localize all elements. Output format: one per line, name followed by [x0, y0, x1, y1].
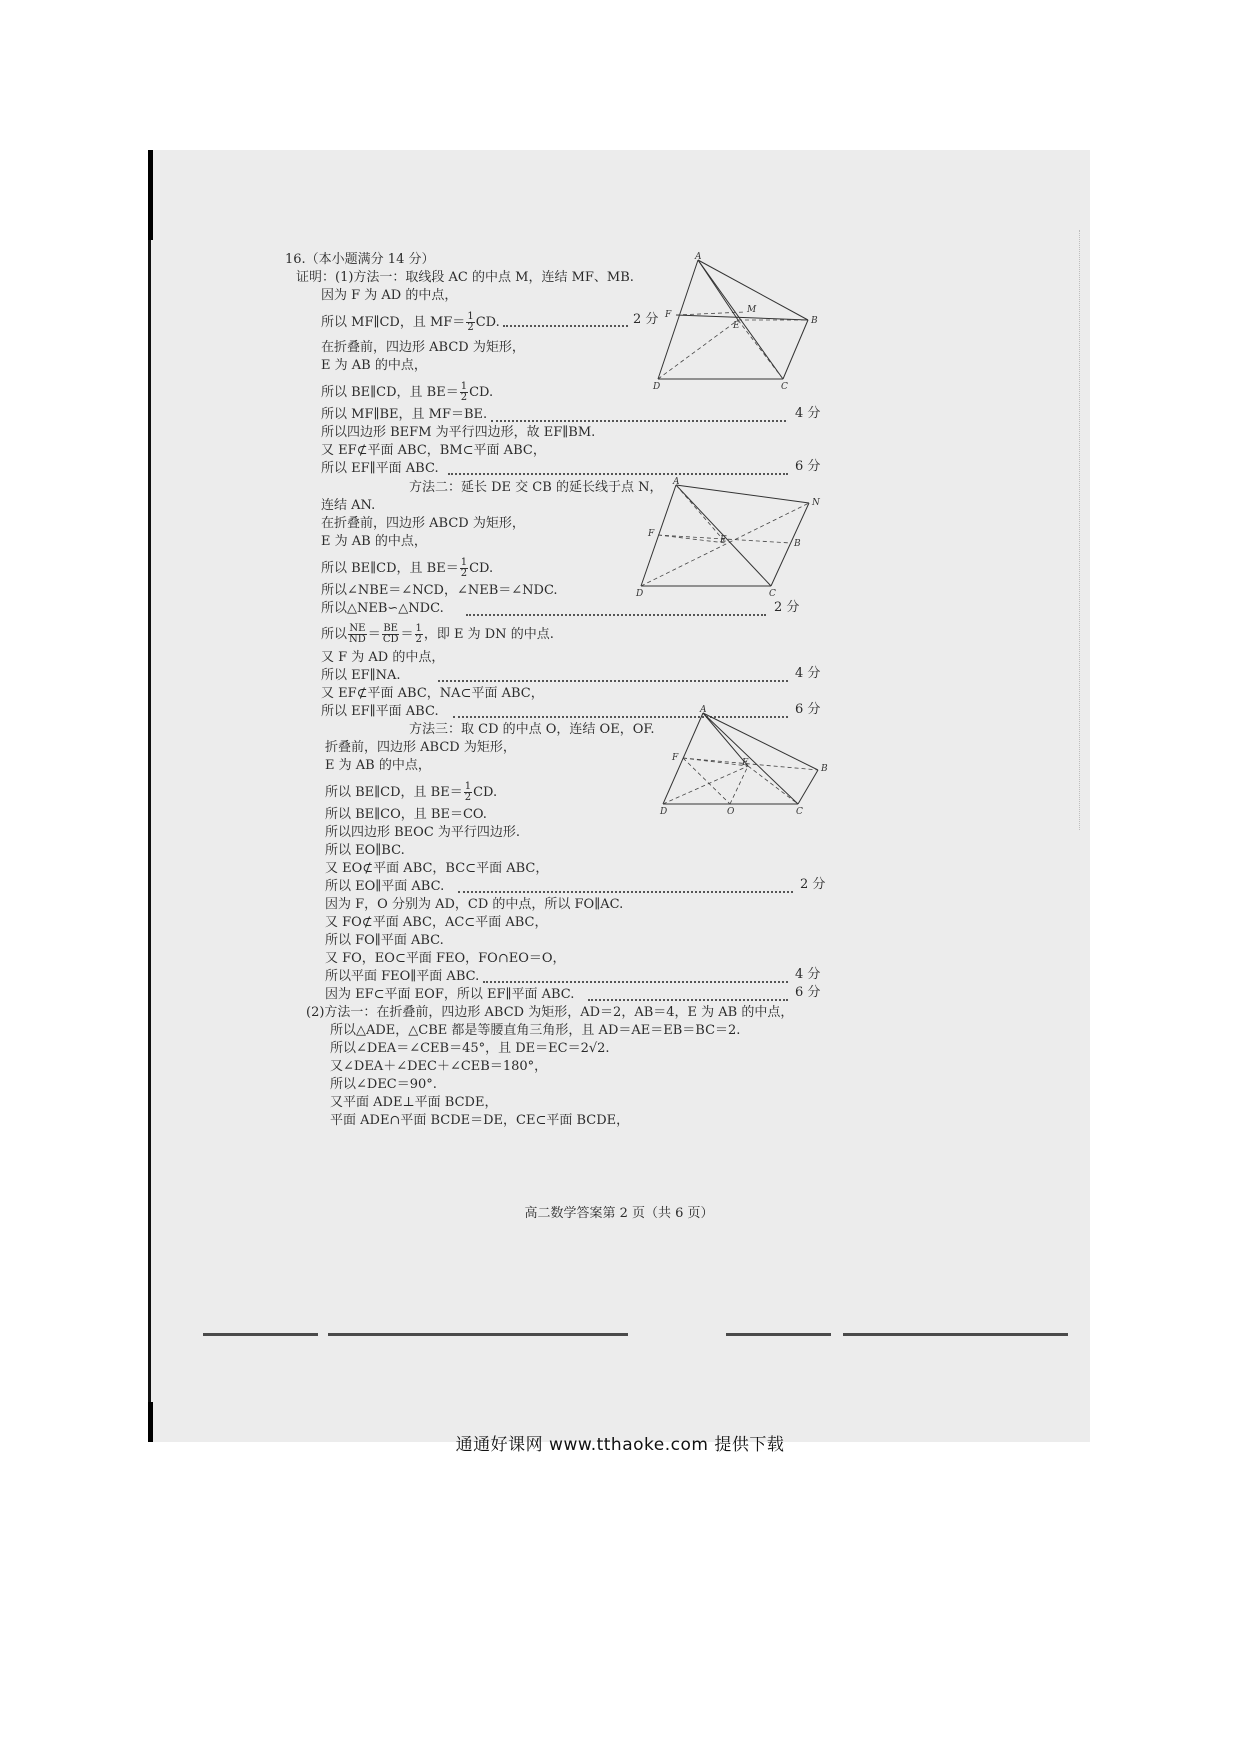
scan-rule: [203, 1333, 318, 1336]
vertex-label: C: [796, 807, 803, 817]
vertex-label: N: [812, 498, 820, 508]
text-line: E 为 AB 的中点，: [325, 758, 431, 773]
score: 2 分: [633, 312, 659, 327]
text-line: 所以△NEB∽△NDC.: [321, 601, 444, 616]
text-line: 又 F 为 AD 的中点，: [321, 650, 445, 665]
text-line: 所以 BE∥CO，且 BE＝CO.: [325, 807, 487, 822]
text-line: 所以∠DEA＝∠CEB＝45°，且 DE＝EC＝2√2.: [330, 1041, 610, 1056]
vertex-label: A: [700, 705, 707, 715]
vertex-label: F: [672, 753, 679, 763]
text-line: 所以 EO∥BC.: [325, 843, 405, 858]
text-line: 所以 EF∥平面 ABC.: [321, 704, 439, 719]
fraction: $\frac{BE}{CD}$: [382, 623, 399, 645]
score: 2 分: [800, 877, 826, 892]
text-line: 因为 EF⊂平面 EOF，所以 EF∥平面 ABC.: [325, 987, 575, 1002]
text-line: 所以 MF∥BE，且 MF＝BE.: [321, 407, 488, 422]
text-line-with-fraction: 所以 MF∥CD，且 MF＝ $\frac{1}{2}$ CD.: [321, 311, 500, 333]
text-line: 方法二：延长 DE 交 CB 的延长线于点 N，: [409, 480, 663, 495]
vertex-label: C: [769, 589, 776, 599]
vertex-label: O: [727, 807, 735, 817]
scanned-answer-sheet: [148, 150, 1090, 1442]
score-leader: [483, 981, 788, 983]
score-leader: [466, 614, 766, 616]
text-line: 在折叠前，四边形 ABCD 为矩形，: [321, 516, 525, 531]
vertex-label: D: [653, 382, 661, 392]
text-line: 所以 EO∥平面 ABC.: [325, 879, 445, 894]
score-leader: [491, 420, 786, 422]
text-line: 连结 AN.: [321, 498, 376, 513]
text-line: 所以 EF∥NA.: [321, 668, 401, 683]
fraction: $\frac{1}{2}$: [415, 623, 422, 645]
vertex-label: M: [747, 305, 757, 315]
score: 4 分: [795, 406, 821, 421]
text-line: 所以∠NBE＝∠NCD，∠NEB＝∠NDC.: [321, 583, 558, 598]
vertex-label: F: [665, 310, 672, 320]
fraction: $\frac{1}{2}$: [464, 781, 472, 803]
score: 4 分: [795, 967, 821, 982]
fraction: $\frac{1}{2}$: [460, 381, 468, 403]
text-line: 所以 EF∥平面 ABC.: [321, 461, 439, 476]
text-line-with-fractions: 所以 $\frac{NE}{ND}$ ＝ $\frac{BE}{CD}$ ＝ $\frac{1}{2}$ ，即 E 为 DN 的中点.: [321, 623, 554, 645]
vertex-label: B: [794, 539, 801, 549]
vertex-label: B: [811, 316, 818, 326]
text-line: 又∠DEA＋∠DEC＋∠CEB＝180°，: [330, 1059, 548, 1074]
text-line: 又 EO⊄平面 ABC，BC⊂平面 ABC，: [325, 861, 549, 876]
vertex-label: B: [821, 764, 828, 774]
figure-2-extended-lines: [636, 477, 821, 599]
text-line-with-fraction: 所以 BE∥CD，且 BE＝ $\frac{1}{2}$ CD.: [321, 557, 494, 579]
text-line: 方法三：取 CD 的中点 O，连结 OE，OF.: [409, 722, 655, 737]
figure-3-midpoint-plane: [658, 705, 833, 818]
text-line: 所以平面 FEO∥平面 ABC.: [325, 969, 480, 984]
text-line: 所以 FO∥平面 ABC.: [325, 933, 444, 948]
scan-rule: [843, 1333, 1068, 1336]
text-line: 又 FO，EO⊂平面 FEO，FO∩EO＝O，: [325, 951, 566, 966]
scan-rule: [726, 1333, 831, 1336]
text-line: 所以四边形 BEOC 为平行四边形.: [325, 825, 521, 840]
score: 6 分: [795, 459, 821, 474]
scan-left-edge: [148, 150, 151, 1442]
text-line: 在折叠前，四边形 ABCD 为矩形，: [321, 340, 525, 355]
score: 6 分: [795, 702, 821, 717]
scan-rule: [328, 1333, 628, 1336]
vertex-label: D: [636, 589, 644, 599]
score: 4 分: [795, 666, 821, 681]
vertex-label: A: [695, 252, 702, 262]
score: 6 分: [795, 985, 821, 1000]
site-footer: 通通好课网 www.tthaoke.com 提供下载: [455, 1435, 785, 1455]
vertex-label: A: [673, 477, 680, 487]
vertex-label: C: [781, 382, 788, 392]
vertex-label: E: [720, 535, 727, 545]
score-leader: [588, 999, 788, 1001]
score-leader: [458, 891, 793, 893]
vertex-label: E: [733, 321, 740, 331]
vertex-label: F: [648, 529, 655, 539]
score: 2 分: [774, 600, 800, 615]
fraction: $\frac{1}{2}$: [460, 557, 468, 579]
text-line: 又 FO⊄平面 ABC，AC⊂平面 ABC，: [325, 915, 548, 930]
vertex-label: D: [660, 807, 668, 817]
figure-1-folded-rectangle: [653, 252, 828, 392]
problem-heading: 16.（本小题满分 14 分）: [285, 252, 435, 267]
fraction: $\frac{1}{2}$: [467, 311, 474, 333]
text-line: 所以四边形 BEFM 为平行四边形，故 EF∥BM.: [321, 425, 596, 440]
text-line: 因为 F，O 分别为 AD，CD 的中点，所以 FO∥AC.: [325, 897, 624, 912]
page-number: 高二数学答案第 2 页（共 6 页）: [524, 1206, 714, 1221]
vertex-label: E: [742, 758, 749, 768]
score-leader: [448, 473, 788, 475]
text-line: 证明：(1)方法一：取线段 AC 的中点 M，连结 MF、MB.: [296, 270, 634, 285]
text-line: 平面 ADE∩平面 BCDE＝DE，CE⊂平面 BCDE，: [330, 1113, 630, 1128]
scan-right-marks: [1079, 230, 1082, 830]
text-line: 所以△ADE，△CBE 都是等腰直角三角形，且 AD＝AE＝EB＝BC＝2.: [330, 1023, 741, 1038]
text-line: E 为 AB 的中点，: [321, 358, 427, 373]
fraction: $\frac{NE}{ND}$: [349, 623, 366, 645]
text-line: 所以∠DEC＝90°.: [330, 1077, 437, 1092]
text-line: E 为 AB 的中点，: [321, 534, 427, 549]
score-leader: [438, 680, 788, 682]
text-line: (2)方法一：在折叠前，四边形 ABCD 为矩形，AD＝2，AB＝4，E 为 AB 的中点，: [306, 1005, 794, 1020]
text-line: 折叠前，四边形 ABCD 为矩形，: [325, 740, 516, 755]
text-line-with-fraction: 所以 BE∥CD，且 BE＝ $\frac{1}{2}$ CD.: [321, 381, 494, 403]
text-line-with-fraction: 所以 BE∥CD，且 BE＝ $\frac{1}{2}$ CD.: [325, 781, 498, 803]
text-line: 又 EF⊄平面 ABC，BM⊂平面 ABC，: [321, 443, 546, 458]
score-leader: [503, 325, 628, 327]
text-line: 又 EF⊄平面 ABC，NA⊂平面 ABC，: [321, 686, 544, 701]
text-line: 因为 F 为 AD 的中点，: [321, 288, 458, 303]
text-line: 又平面 ADE⊥平面 BCDE，: [330, 1095, 498, 1110]
